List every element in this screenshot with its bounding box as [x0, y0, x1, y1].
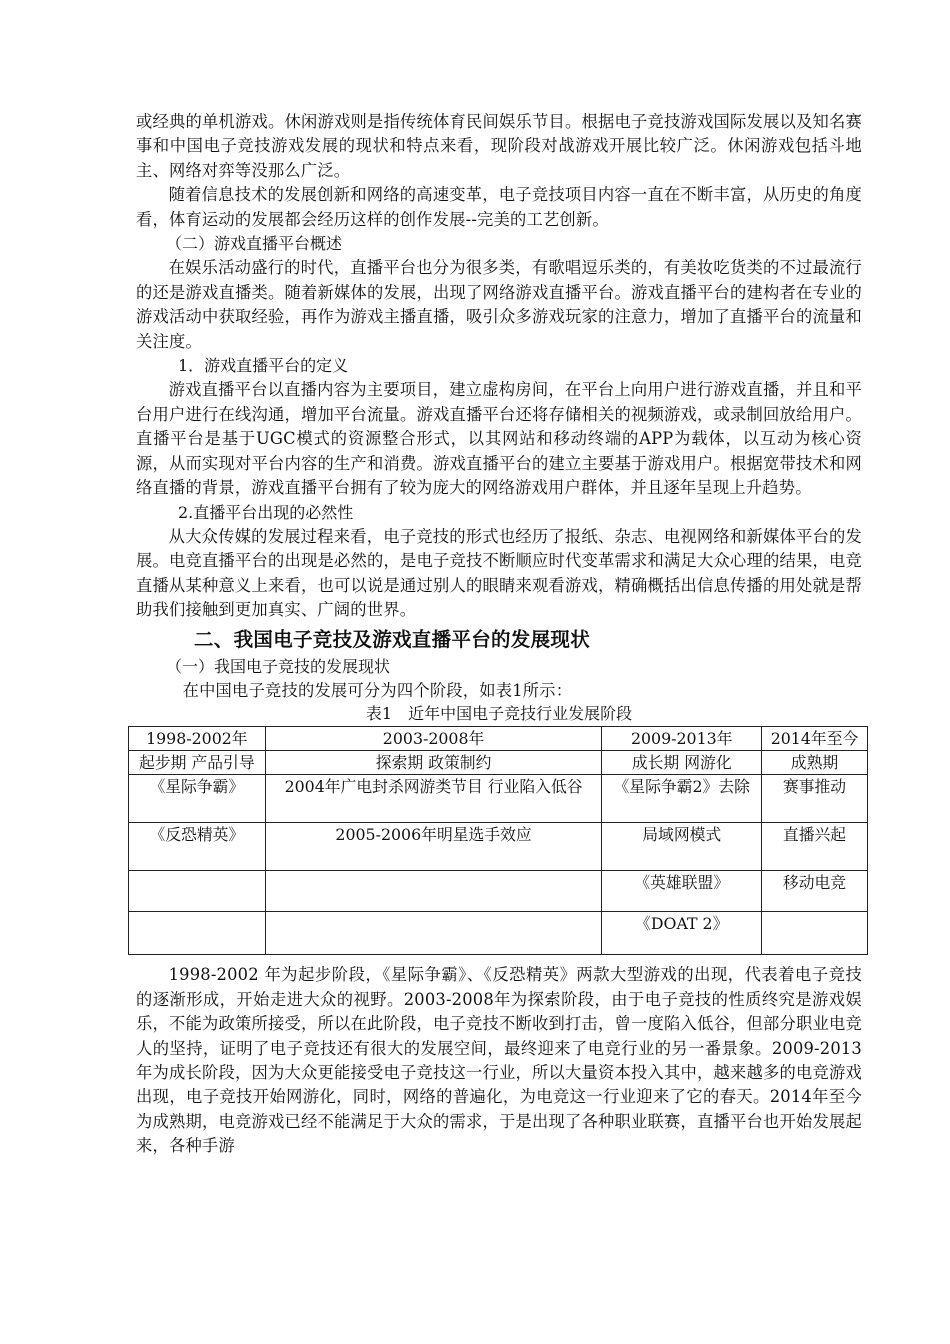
table-row [129, 871, 868, 912]
table-cell [265, 871, 602, 912]
table-cell [129, 871, 266, 912]
table-cell: 起步期 产品引导 [129, 751, 266, 775]
table-cell: 2014年至今 [762, 727, 868, 751]
table-cell: 《星际争霸2》去除 [602, 775, 762, 823]
table-cell: 1998-2002年 [129, 727, 266, 751]
table-cell: 2005-2006年明星选手效应 [265, 823, 602, 871]
section-heading: （一）我国电子竞技的发展现状 [166, 656, 391, 676]
table-row [129, 751, 868, 775]
table-cell: 《星际争霸》 [129, 775, 266, 823]
chapter-heading: 二、我国电子竞技及游戏直播平台的发展现状 [194, 627, 591, 651]
paragraph: 或经典的单机游戏。休闲游戏则是指传统体育民间娱乐节目。根据电子竞技游戏国际发展以及知名赛事和中国电子竞技游戏发展的现状和特点来看，现阶段对战游戏开展比较广泛。休闲游戏包括斗地主、网络对弈等没那么广泛。 [136, 112, 862, 180]
table-row [129, 775, 868, 823]
table-cell: 《英雄联盟》 [602, 871, 762, 912]
subsection-heading: 2.直播平台出现的必然性 [178, 502, 354, 522]
table-cell: 赛事推动 [762, 775, 868, 823]
table-row [129, 912, 868, 955]
table-cell: 2003-2008年 [265, 727, 602, 751]
table-cell [265, 912, 602, 955]
table-cell: 2004年广电封杀网游类节目 行业陷入低谷 [265, 775, 602, 823]
table-cell [762, 912, 868, 955]
paragraph: 游戏直播平台以直播内容为主要项目，建立虚构房间，在平台上向用户进行游戏直播，并且和平台用户进行在线沟通，增加平台流量。游戏直播平台还将存储相关的视频游戏，或录制回放给用户。直播平台是基于UGC模式的资源整合形式，以其网站和移动终端的APP为载体，以互动为核心资源，从而实现对平台内容的生产和消费。游戏直播平台的建立主要基于游戏用户。根据宽带技术和网络直播的背景，游戏直播平台拥有了较为庞大的网络游戏用户群体，并且逐年呈现上升趋势。 [136, 380, 862, 498]
paragraph: 随着信息技术的发展创新和网络的高速变革，电子竞技项目内容一直在不断丰富，从历史的角度看，体育运动的发展都会经历这样的创作发展--完美的工艺创新。 [136, 185, 862, 229]
table-header-row [129, 727, 868, 751]
table-cell: 成长期 网游化 [602, 751, 762, 775]
table-cell: 局域网模式 [602, 823, 762, 871]
table-intro: 在中国电子竞技的发展可分为四个阶段，如表1所示： [182, 680, 573, 700]
table-cell: 探索期 政策制约 [265, 751, 602, 775]
table-cell: 移动电竞 [762, 871, 868, 912]
table-cell [129, 912, 266, 955]
paragraph: 从大众传媒的发展过程来看，电子竞技的形式也经历了报纸、杂志、电视网络和新媒体平台的发展。电竞直播平台的出现是必然的，是电子竞技不断顺应时代变革需求和满足大众心理的结果，电竞直播从某种意义上来看，也可以说是通过别人的眼睛来观看游戏，精确概括出信息传播的用处就是帮助我们接触到更加真实、广阔的世界。 [136, 526, 862, 620]
section-heading: （二）游戏直播平台概述 [166, 234, 343, 254]
table-cell: 《反恐精英》 [129, 823, 266, 871]
table-cell: 2009-2013年 [602, 727, 762, 751]
paragraph: 在娱乐活动盛行的时代，直播平台也分为很多类，有歌唱逗乐类的，有美妆吃货类的不过最流行的还是游戏直播类。随着新媒体的发展，出现了网络游戏直播平台。游戏直播平台的建构者在专业的游戏活动中获取经验，再作为游戏主播直播，吸引众多游戏玩家的注意力，增加了直播平台的流量和关注度。 [136, 258, 862, 351]
stages-table [128, 726, 868, 955]
paragraph: 1998-2002 年为起步阶段，《星际争霸》、《反恐精英》两款大型游戏的出现，代表着电子竞技的逐渐形成，开始走进大众的视野。2003-2008年为探索阶段，由于电子竞技的性质终究是游戏娱乐，不能为政策所接受，所以在此阶段，电子竞技不断收到打击，曾一度陷入低谷，但部分职业电竞人的坚持，证明了电子竞技还有很大的发展空间，最终迎来了电竞行业的另一番景象。2009-2013年为成长阶段，因为大众更能接受电子竞技这一行业，所以大量资本投入其中，越来越多的电竞游戏出现，电子竞技开始网游化，同时，网络的普遍化，为电竞这一行业迎来了它的春天。2014年至今为成熟期，电竞游戏已经不能满足于大众的需求，于是出现了各种职业联赛，直播平台也开始发展起来，各种手游 [136, 965, 862, 1156]
subsection-heading: 1．游戏直播平台的定义 [178, 356, 349, 376]
document-page [136, 110, 862, 1159]
table-cell: 《DOAT 2》 [602, 912, 762, 955]
table-caption: 表1 近年中国电子竞技行业发展阶段 [365, 704, 633, 724]
table-cell: 直播兴起 [762, 823, 868, 871]
table-row [129, 823, 868, 871]
table-cell: 成熟期 [762, 751, 868, 775]
